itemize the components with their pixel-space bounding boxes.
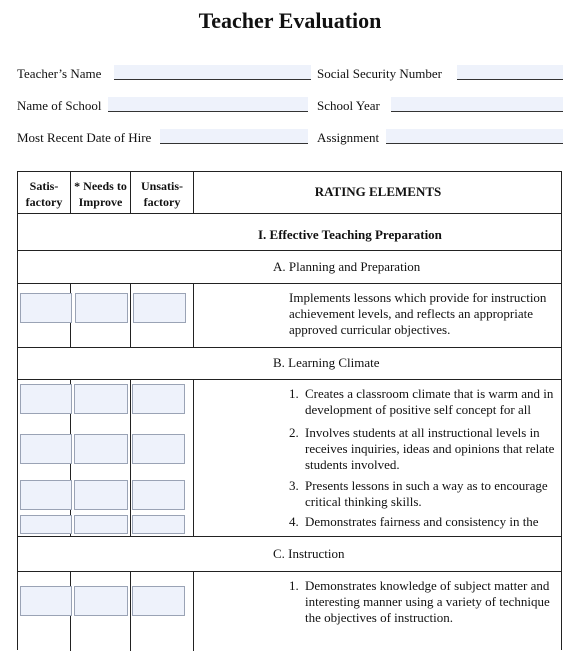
col-divider (130, 571, 131, 651)
needs-improve-checkbox[interactable] (74, 586, 128, 616)
col-divider (130, 379, 131, 536)
school-year-input[interactable] (391, 100, 563, 114)
row-divider (18, 379, 561, 380)
subsection-learning-climate: B. Learning Climate (273, 355, 380, 370)
school-name-field[interactable] (108, 97, 308, 112)
teachers-name-field[interactable] (114, 65, 311, 80)
school-year-label: School Year (317, 98, 380, 113)
subsection-instruction: C. Instruction (273, 546, 345, 561)
satisfactory-checkbox[interactable] (20, 434, 72, 464)
col-header-rating-elements: RATING ELEMENTS (314, 184, 442, 199)
rating-item-text: Demonstrates knowledge of subject matter and interesting manner using a variety of technique the objectives of instruction. (305, 578, 550, 625)
row-divider (18, 283, 561, 284)
satisfactory-checkbox[interactable] (20, 515, 72, 534)
col-header-unsatisfactory: Unsatis- factory (140, 179, 183, 209)
needs-improve-checkbox[interactable] (75, 293, 128, 323)
rating-item-text: Involves students at all instructional levels in receives inquiries, ideas and opinions that relate students involved. (305, 425, 555, 472)
row-divider (18, 536, 561, 537)
school-name-input[interactable] (108, 100, 308, 114)
satisfactory-checkbox[interactable] (20, 480, 72, 510)
col-header-satisfactory: Satis- factory (25, 179, 63, 209)
col-header-needs-improve: * Needs to Improve (74, 179, 127, 209)
section-heading-preparation: I. Effective Teaching Preparation (258, 227, 442, 242)
unsatisfactory-checkbox[interactable] (132, 515, 185, 534)
teachers-name-input[interactable] (114, 68, 311, 82)
needs-improve-checkbox[interactable] (74, 384, 128, 414)
school-year-field[interactable] (391, 97, 563, 112)
hire-date-field[interactable] (160, 129, 308, 144)
unsatisfactory-checkbox[interactable] (132, 586, 185, 616)
row-divider (18, 213, 561, 214)
ssn-input[interactable] (457, 68, 563, 82)
row-divider (18, 571, 561, 572)
col-divider (193, 283, 194, 347)
rating-table (17, 171, 562, 650)
ssn-label: Social Security Number (317, 66, 442, 81)
subsection-planning: A. Planning and Preparation (273, 259, 421, 274)
needs-improve-checkbox[interactable] (74, 515, 128, 534)
row-divider (18, 250, 561, 251)
item-number: 1. (289, 578, 299, 593)
needs-improve-checkbox[interactable] (74, 480, 128, 510)
school-name-label: Name of School (17, 98, 102, 113)
page-title: Teacher Evaluation (198, 8, 382, 33)
col-divider (193, 571, 194, 651)
item-number: 2. (289, 425, 299, 440)
unsatisfactory-checkbox[interactable] (132, 480, 185, 510)
rating-item-text: Demonstrates fairness and consistency in the (305, 514, 539, 529)
needs-improve-checkbox[interactable] (74, 434, 128, 464)
assignment-field[interactable] (386, 129, 563, 144)
teachers-name-label: Teacher’s Name (17, 66, 102, 81)
col-divider (193, 379, 194, 536)
hire-date-label: Most Recent Date of Hire (17, 130, 152, 145)
rating-item-text: Presents lessons in such a way as to encourage critical thinking skills. (305, 478, 548, 509)
unsatisfactory-checkbox[interactable] (132, 434, 185, 464)
item-number: 1. (289, 386, 299, 401)
row-divider (18, 347, 561, 348)
item-number: 4. (289, 514, 299, 529)
unsatisfactory-checkbox[interactable] (132, 384, 185, 414)
satisfactory-checkbox[interactable] (20, 293, 72, 323)
satisfactory-checkbox[interactable] (20, 586, 72, 616)
unsatisfactory-checkbox[interactable] (133, 293, 186, 323)
satisfactory-checkbox[interactable] (20, 384, 72, 414)
hire-date-input[interactable] (160, 132, 308, 146)
assignment-input[interactable] (386, 132, 563, 146)
col-divider (130, 283, 131, 347)
ssn-field[interactable] (457, 65, 563, 80)
rating-item-text: Implements lessons which provide for instruction achievement levels, and reflects an appropriate approved curricular objectives. (289, 290, 547, 337)
item-number: 3. (289, 478, 299, 493)
assignment-label: Assignment (317, 130, 380, 145)
rating-item-text: Creates a classroom climate that is warm and in development of positive self concept for all (305, 386, 554, 417)
